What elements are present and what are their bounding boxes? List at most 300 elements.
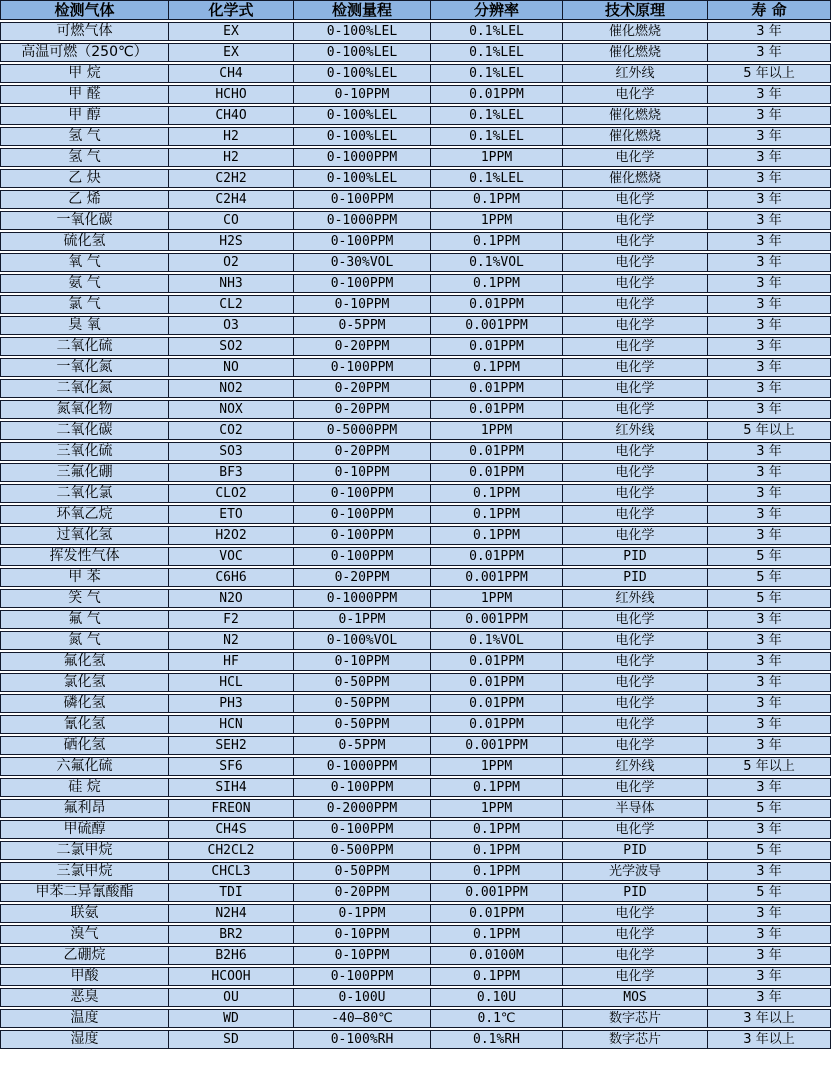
cell-technology-principle: 电化学: [562, 778, 707, 797]
cell-detection-range: 0-100PPM: [293, 505, 430, 524]
table-row: [0, 232, 831, 251]
cell-chemical-formula: FREON: [168, 799, 293, 818]
cell-chemical-formula: N2: [168, 631, 293, 650]
cell-detection-gas: 氮氧化物: [0, 400, 168, 419]
cell-resolution: 0.01PPM: [430, 379, 562, 398]
cell-detection-gas: 一氧化碳: [0, 211, 168, 230]
table-row: [0, 652, 831, 671]
cell-technology-principle: 电化学: [562, 505, 707, 524]
cell-chemical-formula: CH2CL2: [168, 841, 293, 860]
cell-technology-principle: 红外线: [562, 64, 707, 83]
cell-detection-gas: 联氨: [0, 904, 168, 923]
cell-technology-principle: 电化学: [562, 526, 707, 545]
table-row: [0, 253, 831, 272]
cell-lifespan: 3 年: [707, 778, 831, 797]
table-row: [0, 610, 831, 629]
cell-lifespan: 3 年: [707, 946, 831, 965]
cell-detection-gas: 甲 烷: [0, 64, 168, 83]
cell-resolution: 0.1%LEL: [430, 64, 562, 83]
cell-detection-range: 0-100PPM: [293, 547, 430, 566]
cell-lifespan: 3 年: [707, 925, 831, 944]
table-body: [0, 22, 831, 1049]
cell-detection-range: 0-1000PPM: [293, 148, 430, 167]
cell-resolution: 1PPM: [430, 421, 562, 440]
cell-chemical-formula: NOX: [168, 400, 293, 419]
cell-resolution: 0.01PPM: [430, 904, 562, 923]
cell-resolution: 0.1PPM: [430, 358, 562, 377]
cell-chemical-formula: NO2: [168, 379, 293, 398]
table-row: [0, 274, 831, 293]
table-row: [0, 988, 831, 1007]
cell-detection-range: -40—80℃: [293, 1009, 430, 1028]
cell-detection-range: 0-50PPM: [293, 862, 430, 881]
table-row: [0, 778, 831, 797]
cell-chemical-formula: O2: [168, 253, 293, 272]
cell-technology-principle: 电化学: [562, 148, 707, 167]
cell-resolution: 0.001PPM: [430, 316, 562, 335]
cell-resolution: 0.1%LEL: [430, 106, 562, 125]
cell-lifespan: 3 年: [707, 22, 831, 41]
table-row: [0, 568, 831, 587]
cell-resolution: 0.1PPM: [430, 484, 562, 503]
cell-detection-range: 0-500PPM: [293, 841, 430, 860]
cell-resolution: 0.1PPM: [430, 841, 562, 860]
cell-technology-principle: MOS: [562, 988, 707, 1007]
cell-lifespan: 3 年: [707, 988, 831, 1007]
cell-detection-gas: 乙 烯: [0, 190, 168, 209]
table-row: [0, 736, 831, 755]
cell-chemical-formula: CLO2: [168, 484, 293, 503]
cell-detection-gas: 硅 烷: [0, 778, 168, 797]
cell-detection-range: 0-1000PPM: [293, 757, 430, 776]
cell-lifespan: 3 年: [707, 253, 831, 272]
cell-chemical-formula: HCHO: [168, 85, 293, 104]
table-row: [0, 1009, 831, 1028]
cell-chemical-formula: C2H4: [168, 190, 293, 209]
cell-detection-gas: 氢 气: [0, 148, 168, 167]
table-row: [0, 631, 831, 650]
table-row: [0, 757, 831, 776]
table-row: [0, 925, 831, 944]
cell-resolution: 0.01PPM: [430, 673, 562, 692]
cell-detection-range: 0-10PPM: [293, 946, 430, 965]
cell-technology-principle: 催化燃烧: [562, 106, 707, 125]
cell-resolution: 0.001PPM: [430, 568, 562, 587]
cell-technology-principle: 电化学: [562, 652, 707, 671]
cell-lifespan: 5 年以上: [707, 64, 831, 83]
cell-technology-principle: 电化学: [562, 85, 707, 104]
table-row: [0, 841, 831, 860]
cell-lifespan: 3 年: [707, 295, 831, 314]
table-row: [0, 799, 831, 818]
cell-technology-principle: 催化燃烧: [562, 169, 707, 188]
cell-detection-gas: 过氧化氢: [0, 526, 168, 545]
cell-lifespan: 5 年: [707, 547, 831, 566]
cell-technology-principle: 电化学: [562, 715, 707, 734]
cell-detection-gas: 三氟化硼: [0, 463, 168, 482]
cell-chemical-formula: HCOOH: [168, 967, 293, 986]
cell-chemical-formula: O3: [168, 316, 293, 335]
cell-chemical-formula: CO: [168, 211, 293, 230]
cell-detection-range: 0-100%LEL: [293, 22, 430, 41]
cell-detection-gas: 氰化氢: [0, 715, 168, 734]
cell-chemical-formula: HF: [168, 652, 293, 671]
cell-detection-gas: 恶臭: [0, 988, 168, 1007]
cell-chemical-formula: PH3: [168, 694, 293, 713]
cell-resolution: 0.1PPM: [430, 526, 562, 545]
cell-resolution: 0.1%LEL: [430, 169, 562, 188]
cell-detection-gas: 三氧化硫: [0, 442, 168, 461]
cell-detection-gas: 二氧化硫: [0, 337, 168, 356]
cell-lifespan: 3 年: [707, 715, 831, 734]
cell-technology-principle: 电化学: [562, 904, 707, 923]
cell-resolution: 0.001PPM: [430, 610, 562, 629]
cell-detection-range: 0-100%LEL: [293, 127, 430, 146]
cell-detection-range: 0-10PPM: [293, 925, 430, 944]
cell-detection-range: 0-50PPM: [293, 673, 430, 692]
cell-detection-range: 0-100%VOL: [293, 631, 430, 650]
table-row: [0, 148, 831, 167]
cell-detection-range: 0-5PPM: [293, 736, 430, 755]
cell-lifespan: 3 年: [707, 862, 831, 881]
cell-technology-principle: 红外线: [562, 421, 707, 440]
cell-detection-range: 0-10PPM: [293, 463, 430, 482]
cell-chemical-formula: SO3: [168, 442, 293, 461]
cell-lifespan: 3 年: [707, 190, 831, 209]
table-row: [0, 967, 831, 986]
cell-detection-range: 0-20PPM: [293, 400, 430, 419]
cell-chemical-formula: CO2: [168, 421, 293, 440]
cell-detection-range: 0-1000PPM: [293, 589, 430, 608]
cell-technology-principle: 光学波导: [562, 862, 707, 881]
cell-chemical-formula: EX: [168, 43, 293, 62]
table-row: [0, 862, 831, 881]
cell-chemical-formula: EX: [168, 22, 293, 41]
cell-technology-principle: 电化学: [562, 190, 707, 209]
cell-lifespan: 5 年: [707, 841, 831, 860]
cell-lifespan: 3 年: [707, 904, 831, 923]
cell-detection-gas: 氟化氢: [0, 652, 168, 671]
cell-resolution: 0.1%VOL: [430, 253, 562, 272]
cell-technology-principle: 电化学: [562, 442, 707, 461]
cell-resolution: 0.001PPM: [430, 736, 562, 755]
cell-detection-gas: 湿度: [0, 1030, 168, 1049]
cell-detection-range: 0-20PPM: [293, 337, 430, 356]
cell-technology-principle: 红外线: [562, 589, 707, 608]
table-row: [0, 463, 831, 482]
cell-technology-principle: 电化学: [562, 820, 707, 839]
cell-detection-range: 0-100PPM: [293, 232, 430, 251]
cell-resolution: 1PPM: [430, 589, 562, 608]
cell-chemical-formula: H2: [168, 127, 293, 146]
cell-resolution: 0.1PPM: [430, 190, 562, 209]
cell-detection-gas: 氟 气: [0, 610, 168, 629]
table-row: [0, 295, 831, 314]
cell-chemical-formula: CH4S: [168, 820, 293, 839]
cell-detection-gas: 三氯甲烷: [0, 862, 168, 881]
cell-detection-gas: 乙硼烷: [0, 946, 168, 965]
cell-detection-range: 0-10PPM: [293, 295, 430, 314]
cell-lifespan: 3 年: [707, 694, 831, 713]
table-row: [0, 169, 831, 188]
cell-technology-principle: 电化学: [562, 694, 707, 713]
cell-technology-principle: 数字芯片: [562, 1030, 707, 1049]
cell-detection-gas: 甲酸: [0, 967, 168, 986]
cell-resolution: 0.1PPM: [430, 820, 562, 839]
cell-detection-gas: 二氧化氮: [0, 379, 168, 398]
cell-lifespan: 3 年: [707, 379, 831, 398]
cell-resolution: 0.01PPM: [430, 400, 562, 419]
cell-lifespan: 3 年: [707, 736, 831, 755]
table-row: [0, 505, 831, 524]
cell-technology-principle: 电化学: [562, 925, 707, 944]
cell-lifespan: 5 年: [707, 568, 831, 587]
cell-technology-principle: 电化学: [562, 610, 707, 629]
cell-chemical-formula: B2H6: [168, 946, 293, 965]
cell-chemical-formula: CL2: [168, 295, 293, 314]
cell-detection-gas: 二氧化氯: [0, 484, 168, 503]
cell-detection-gas: 甲苯二异氰酸酯: [0, 883, 168, 902]
cell-resolution: 0.1%LEL: [430, 43, 562, 62]
cell-technology-principle: 电化学: [562, 295, 707, 314]
cell-lifespan: 3 年: [707, 43, 831, 62]
table-row: [0, 85, 831, 104]
table-row: [0, 673, 831, 692]
cell-resolution: 0.01PPM: [430, 337, 562, 356]
cell-technology-principle: 电化学: [562, 253, 707, 272]
cell-detection-range: 0-100U: [293, 988, 430, 1007]
cell-resolution: 1PPM: [430, 799, 562, 818]
table-row: [0, 421, 831, 440]
cell-technology-principle: 电化学: [562, 673, 707, 692]
cell-detection-gas: 笑 气: [0, 589, 168, 608]
cell-detection-range: 0-20PPM: [293, 442, 430, 461]
cell-detection-range: 0-100PPM: [293, 190, 430, 209]
cell-detection-range: 0-50PPM: [293, 715, 430, 734]
table-row: [0, 316, 831, 335]
cell-chemical-formula: OU: [168, 988, 293, 1007]
cell-resolution: 0.1PPM: [430, 778, 562, 797]
table-row: [0, 820, 831, 839]
cell-lifespan: 3 年: [707, 169, 831, 188]
cell-detection-range: 0-1PPM: [293, 904, 430, 923]
cell-lifespan: 3 年: [707, 820, 831, 839]
table-row: [0, 127, 831, 146]
cell-chemical-formula: CHCL3: [168, 862, 293, 881]
cell-detection-gas: 甲 醛: [0, 85, 168, 104]
cell-lifespan: 3 年: [707, 85, 831, 104]
table-row: [0, 106, 831, 125]
cell-lifespan: 5 年以上: [707, 421, 831, 440]
cell-detection-gas: 氧 气: [0, 253, 168, 272]
cell-resolution: 0.1℃: [430, 1009, 562, 1028]
cell-chemical-formula: F2: [168, 610, 293, 629]
cell-detection-gas: 二氧化碳: [0, 421, 168, 440]
cell-detection-range: 0-5PPM: [293, 316, 430, 335]
cell-resolution: 0.1%RH: [430, 1030, 562, 1049]
cell-lifespan: 3 年: [707, 463, 831, 482]
cell-lifespan: 3 年: [707, 211, 831, 230]
cell-chemical-formula: WD: [168, 1009, 293, 1028]
cell-detection-gas: 六氟化硫: [0, 757, 168, 776]
cell-detection-range: 0-30%VOL: [293, 253, 430, 272]
cell-resolution: 0.1PPM: [430, 232, 562, 251]
cell-detection-gas: 氯化氢: [0, 673, 168, 692]
cell-detection-range: 0-20PPM: [293, 379, 430, 398]
cell-lifespan: 3 年: [707, 274, 831, 293]
table-row: [0, 22, 831, 41]
cell-lifespan: 3 年: [707, 652, 831, 671]
cell-detection-range: 0-2000PPM: [293, 799, 430, 818]
cell-chemical-formula: HCL: [168, 673, 293, 692]
cell-detection-gas: 磷化氢: [0, 694, 168, 713]
table-row: [0, 379, 831, 398]
cell-lifespan: 3 年以上: [707, 1030, 831, 1049]
table-row: [0, 211, 831, 230]
cell-detection-range: 0-100PPM: [293, 358, 430, 377]
cell-detection-range: 0-100%LEL: [293, 169, 430, 188]
cell-chemical-formula: SF6: [168, 757, 293, 776]
cell-detection-range: 0-5000PPM: [293, 421, 430, 440]
cell-resolution: 0.1PPM: [430, 967, 562, 986]
table-row: [0, 526, 831, 545]
cell-detection-gas: 臭 氧: [0, 316, 168, 335]
column-header-detection-range: 检测量程: [293, 0, 430, 20]
cell-resolution: 1PPM: [430, 757, 562, 776]
cell-detection-gas: 二氯甲烷: [0, 841, 168, 860]
cell-detection-gas: 甲 苯: [0, 568, 168, 587]
cell-resolution: 0.01PPM: [430, 715, 562, 734]
cell-detection-range: 0-20PPM: [293, 568, 430, 587]
cell-resolution: 1PPM: [430, 211, 562, 230]
cell-lifespan: 5 年: [707, 883, 831, 902]
cell-resolution: 0.01PPM: [430, 295, 562, 314]
table-row: [0, 64, 831, 83]
table-row: [0, 694, 831, 713]
cell-technology-principle: 电化学: [562, 631, 707, 650]
cell-chemical-formula: SEH2: [168, 736, 293, 755]
cell-technology-principle: 数字芯片: [562, 1009, 707, 1028]
cell-detection-range: 0-100%RH: [293, 1030, 430, 1049]
cell-technology-principle: 电化学: [562, 400, 707, 419]
cell-resolution: 0.01PPM: [430, 547, 562, 566]
cell-chemical-formula: N2O: [168, 589, 293, 608]
cell-technology-principle: 催化燃烧: [562, 22, 707, 41]
cell-detection-gas: 环氧乙烷: [0, 505, 168, 524]
cell-detection-gas: 挥发性气体: [0, 547, 168, 566]
cell-lifespan: 3 年: [707, 400, 831, 419]
cell-lifespan: 5 年以上: [707, 757, 831, 776]
cell-detection-range: 0-50PPM: [293, 694, 430, 713]
cell-lifespan: 3 年以上: [707, 1009, 831, 1028]
table-row: [0, 190, 831, 209]
cell-technology-principle: PID: [562, 841, 707, 860]
cell-detection-gas: 甲硫醇: [0, 820, 168, 839]
cell-chemical-formula: CH4: [168, 64, 293, 83]
table-row: [0, 547, 831, 566]
cell-detection-gas: 可燃气体: [0, 22, 168, 41]
cell-resolution: 0.1%LEL: [430, 127, 562, 146]
header-row: [0, 0, 831, 20]
column-header-lifespan: 寿 命: [707, 0, 831, 20]
cell-detection-gas: 氯 气: [0, 295, 168, 314]
cell-lifespan: 5 年: [707, 799, 831, 818]
cell-technology-principle: PID: [562, 547, 707, 566]
cell-lifespan: 5 年: [707, 589, 831, 608]
table-row: [0, 337, 831, 356]
table-row: [0, 442, 831, 461]
cell-chemical-formula: H2S: [168, 232, 293, 251]
column-header-detection-gas: 检测气体: [0, 0, 168, 20]
cell-lifespan: 3 年: [707, 106, 831, 125]
cell-chemical-formula: HCN: [168, 715, 293, 734]
cell-chemical-formula: SD: [168, 1030, 293, 1049]
cell-lifespan: 3 年: [707, 232, 831, 251]
table-row: [0, 484, 831, 503]
cell-resolution: 0.1PPM: [430, 274, 562, 293]
cell-technology-principle: 电化学: [562, 736, 707, 755]
cell-technology-principle: 电化学: [562, 316, 707, 335]
cell-lifespan: 3 年: [707, 127, 831, 146]
table-row: [0, 400, 831, 419]
cell-chemical-formula: C6H6: [168, 568, 293, 587]
cell-detection-range: 0-100%LEL: [293, 106, 430, 125]
cell-resolution: 0.0100M: [430, 946, 562, 965]
cell-technology-principle: 电化学: [562, 358, 707, 377]
cell-detection-gas: 氨 气: [0, 274, 168, 293]
cell-detection-range: 0-100PPM: [293, 967, 430, 986]
cell-detection-gas: 甲 醇: [0, 106, 168, 125]
cell-lifespan: 3 年: [707, 148, 831, 167]
cell-chemical-formula: NO: [168, 358, 293, 377]
cell-detection-range: 0-100PPM: [293, 484, 430, 503]
cell-resolution: 0.10U: [430, 988, 562, 1007]
cell-resolution: 0.1PPM: [430, 925, 562, 944]
cell-lifespan: 3 年: [707, 337, 831, 356]
cell-resolution: 0.01PPM: [430, 463, 562, 482]
cell-resolution: 0.1PPM: [430, 862, 562, 881]
cell-lifespan: 3 年: [707, 358, 831, 377]
cell-technology-principle: PID: [562, 883, 707, 902]
cell-chemical-formula: ETO: [168, 505, 293, 524]
table-row: [0, 946, 831, 965]
cell-detection-range: 0-1PPM: [293, 610, 430, 629]
cell-resolution: 0.01PPM: [430, 694, 562, 713]
table-row: [0, 904, 831, 923]
table-row: [0, 358, 831, 377]
cell-detection-range: 0-100PPM: [293, 526, 430, 545]
cell-resolution: 1PPM: [430, 148, 562, 167]
cell-technology-principle: 催化燃烧: [562, 43, 707, 62]
cell-resolution: 0.1%LEL: [430, 22, 562, 41]
cell-chemical-formula: VOC: [168, 547, 293, 566]
cell-lifespan: 3 年: [707, 610, 831, 629]
cell-detection-gas: 硒化氢: [0, 736, 168, 755]
cell-chemical-formula: SO2: [168, 337, 293, 356]
cell-technology-principle: 电化学: [562, 379, 707, 398]
cell-chemical-formula: SIH4: [168, 778, 293, 797]
cell-lifespan: 3 年: [707, 505, 831, 524]
cell-lifespan: 3 年: [707, 967, 831, 986]
cell-detection-range: 0-100PPM: [293, 274, 430, 293]
cell-detection-gas: 氢 气: [0, 127, 168, 146]
table-row: [0, 715, 831, 734]
cell-chemical-formula: CH4O: [168, 106, 293, 125]
cell-detection-range: 0-1000PPM: [293, 211, 430, 230]
cell-technology-principle: 电化学: [562, 274, 707, 293]
cell-resolution: 0.1PPM: [430, 505, 562, 524]
table-row: [0, 883, 831, 902]
